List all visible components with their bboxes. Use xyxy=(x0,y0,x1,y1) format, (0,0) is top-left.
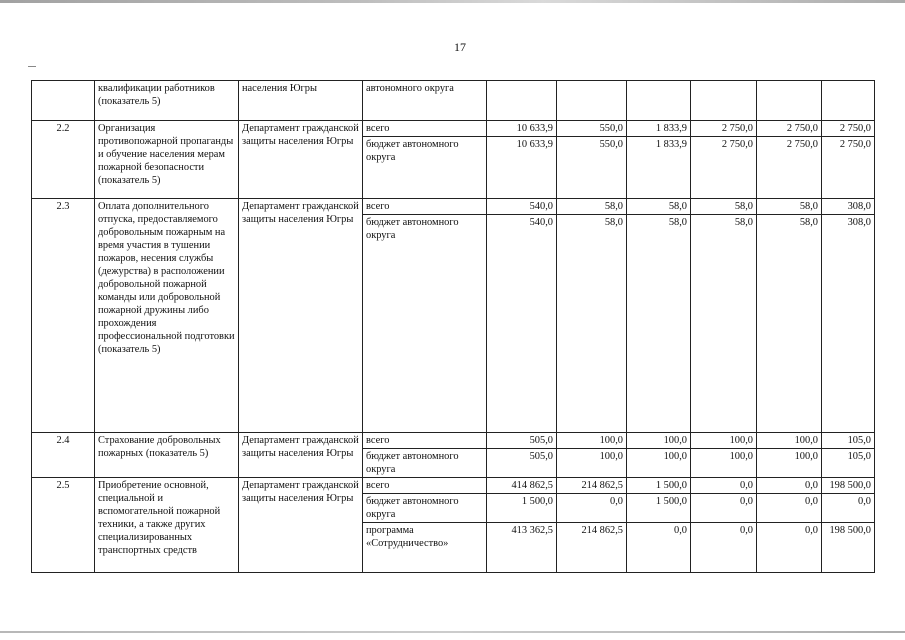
amount-cell xyxy=(487,81,557,121)
amount-cell: 413 362,5 xyxy=(487,523,557,573)
amount-cell: 2 750,0 xyxy=(822,121,875,137)
amount-cell: 308,0 xyxy=(822,199,875,215)
amount-cell: 540,0 xyxy=(487,215,557,433)
executor: Департамент гражданской защиты населения Югры xyxy=(239,433,363,478)
amount-cell: 1 500,0 xyxy=(627,478,691,494)
amount-cell: 10 633,9 xyxy=(487,121,557,137)
amount-cell: 100,0 xyxy=(557,449,627,478)
measure-name: Приобретение основной, специальной и вспомогательной пожарной техники, а также других специализированных транспортных средств xyxy=(95,478,239,573)
amount-cell: 2 750,0 xyxy=(757,137,822,199)
amount-cell: 505,0 xyxy=(487,449,557,478)
amount-cell: 100,0 xyxy=(627,449,691,478)
row-number: 2.4 xyxy=(32,433,95,478)
funding-source: бюджет автономного округа xyxy=(363,137,487,199)
table-row xyxy=(32,199,875,215)
amount-cell: 100,0 xyxy=(691,449,757,478)
amount-cell: 105,0 xyxy=(822,449,875,478)
budget-table xyxy=(31,80,875,573)
amount-cell: 1 500,0 xyxy=(487,494,557,523)
amount-cell: 505,0 xyxy=(487,433,557,449)
amount-cell: 198 500,0 xyxy=(822,523,875,573)
table-row xyxy=(32,121,875,137)
amount-cell: 0,0 xyxy=(757,478,822,494)
amount-cell: 2 750,0 xyxy=(822,137,875,199)
measure-name: Оплата дополнительного отпуска, предоставляемого добровольным пожарным на время участия в тушении пожаров, несения службы (дежурства) в расположении добровольной пожарной команды или добровольной пожарной дружины либо прохождения профессиональной подготовки (показатель 5) xyxy=(95,199,239,433)
table-row xyxy=(32,433,875,449)
amount-cell: 58,0 xyxy=(757,199,822,215)
amount-cell: 0,0 xyxy=(691,523,757,573)
amount-cell: 100,0 xyxy=(757,433,822,449)
table-row xyxy=(32,81,875,121)
amount-cell: 58,0 xyxy=(757,215,822,433)
amount-cell: 414 862,5 xyxy=(487,478,557,494)
measure-name: Организация противопожарной пропаганды и обучение населения мерам пожарной безопасности (показатель 5) xyxy=(95,121,239,199)
executor: Департамент гражданской защиты населения Югры xyxy=(239,478,363,573)
row-number: 2.5 xyxy=(32,478,95,573)
funding-source: бюджет автономного округа xyxy=(363,494,487,523)
amount-cell: 58,0 xyxy=(691,215,757,433)
funding-source: всего xyxy=(363,121,487,137)
table-body xyxy=(32,81,875,573)
funding-source: всего xyxy=(363,199,487,215)
executor: населения Югры xyxy=(239,81,363,121)
amount-cell: 100,0 xyxy=(691,433,757,449)
amount-cell: 10 633,9 xyxy=(487,137,557,199)
amount-cell: 550,0 xyxy=(557,121,627,137)
amount-cell: 0,0 xyxy=(757,494,822,523)
amount-cell: 100,0 xyxy=(627,433,691,449)
amount-cell xyxy=(691,81,757,121)
executor: Департамент гражданской защиты населения Югры xyxy=(239,199,363,433)
scan-edge-bottom xyxy=(0,631,905,633)
amount-cell: 2 750,0 xyxy=(757,121,822,137)
scan-edge-top xyxy=(0,0,905,3)
amount-cell: 58,0 xyxy=(557,199,627,215)
amount-cell xyxy=(627,81,691,121)
amount-cell: 58,0 xyxy=(627,199,691,215)
amount-cell: 214 862,5 xyxy=(557,523,627,573)
amount-cell: 1 833,9 xyxy=(627,121,691,137)
amount-cell: 0,0 xyxy=(691,494,757,523)
amount-cell xyxy=(557,81,627,121)
amount-cell: 0,0 xyxy=(757,523,822,573)
funding-source: бюджет автономного округа xyxy=(363,449,487,478)
table-row xyxy=(32,478,875,494)
amount-cell: 0,0 xyxy=(627,523,691,573)
row-number: 2.3 xyxy=(32,199,95,433)
amount-cell: 58,0 xyxy=(557,215,627,433)
executor: Департамент гражданской защиты населения Югры xyxy=(239,121,363,199)
amount-cell: 1 833,9 xyxy=(627,137,691,199)
amount-cell: 100,0 xyxy=(557,433,627,449)
amount-cell: 550,0 xyxy=(557,137,627,199)
margin-tick xyxy=(28,66,36,67)
amount-cell: 100,0 xyxy=(757,449,822,478)
funding-source: автономного округа xyxy=(363,81,487,121)
amount-cell: 105,0 xyxy=(822,433,875,449)
amount-cell: 198 500,0 xyxy=(822,478,875,494)
amount-cell: 1 500,0 xyxy=(627,494,691,523)
funding-source: всего xyxy=(363,478,487,494)
amount-cell: 0,0 xyxy=(557,494,627,523)
amount-cell: 308,0 xyxy=(822,215,875,433)
amount-cell: 0,0 xyxy=(691,478,757,494)
funding-source: программа «Сотрудничество» xyxy=(363,523,487,573)
amount-cell: 214 862,5 xyxy=(557,478,627,494)
amount-cell xyxy=(757,81,822,121)
measure-name: квалификации работников (показатель 5) xyxy=(95,81,239,121)
measure-name: Страхование добровольных пожарных (показатель 5) xyxy=(95,433,239,478)
funding-source: всего xyxy=(363,433,487,449)
amount-cell: 540,0 xyxy=(487,199,557,215)
amount-cell: 58,0 xyxy=(627,215,691,433)
row-number: 2.2 xyxy=(32,121,95,199)
amount-cell: 2 750,0 xyxy=(691,121,757,137)
amount-cell: 2 750,0 xyxy=(691,137,757,199)
funding-source: бюджет автономного округа xyxy=(363,215,487,433)
page-number: 17 xyxy=(454,40,466,54)
amount-cell: 0,0 xyxy=(822,494,875,523)
amount-cell: 58,0 xyxy=(691,199,757,215)
row-number xyxy=(32,81,95,121)
amount-cell xyxy=(822,81,875,121)
